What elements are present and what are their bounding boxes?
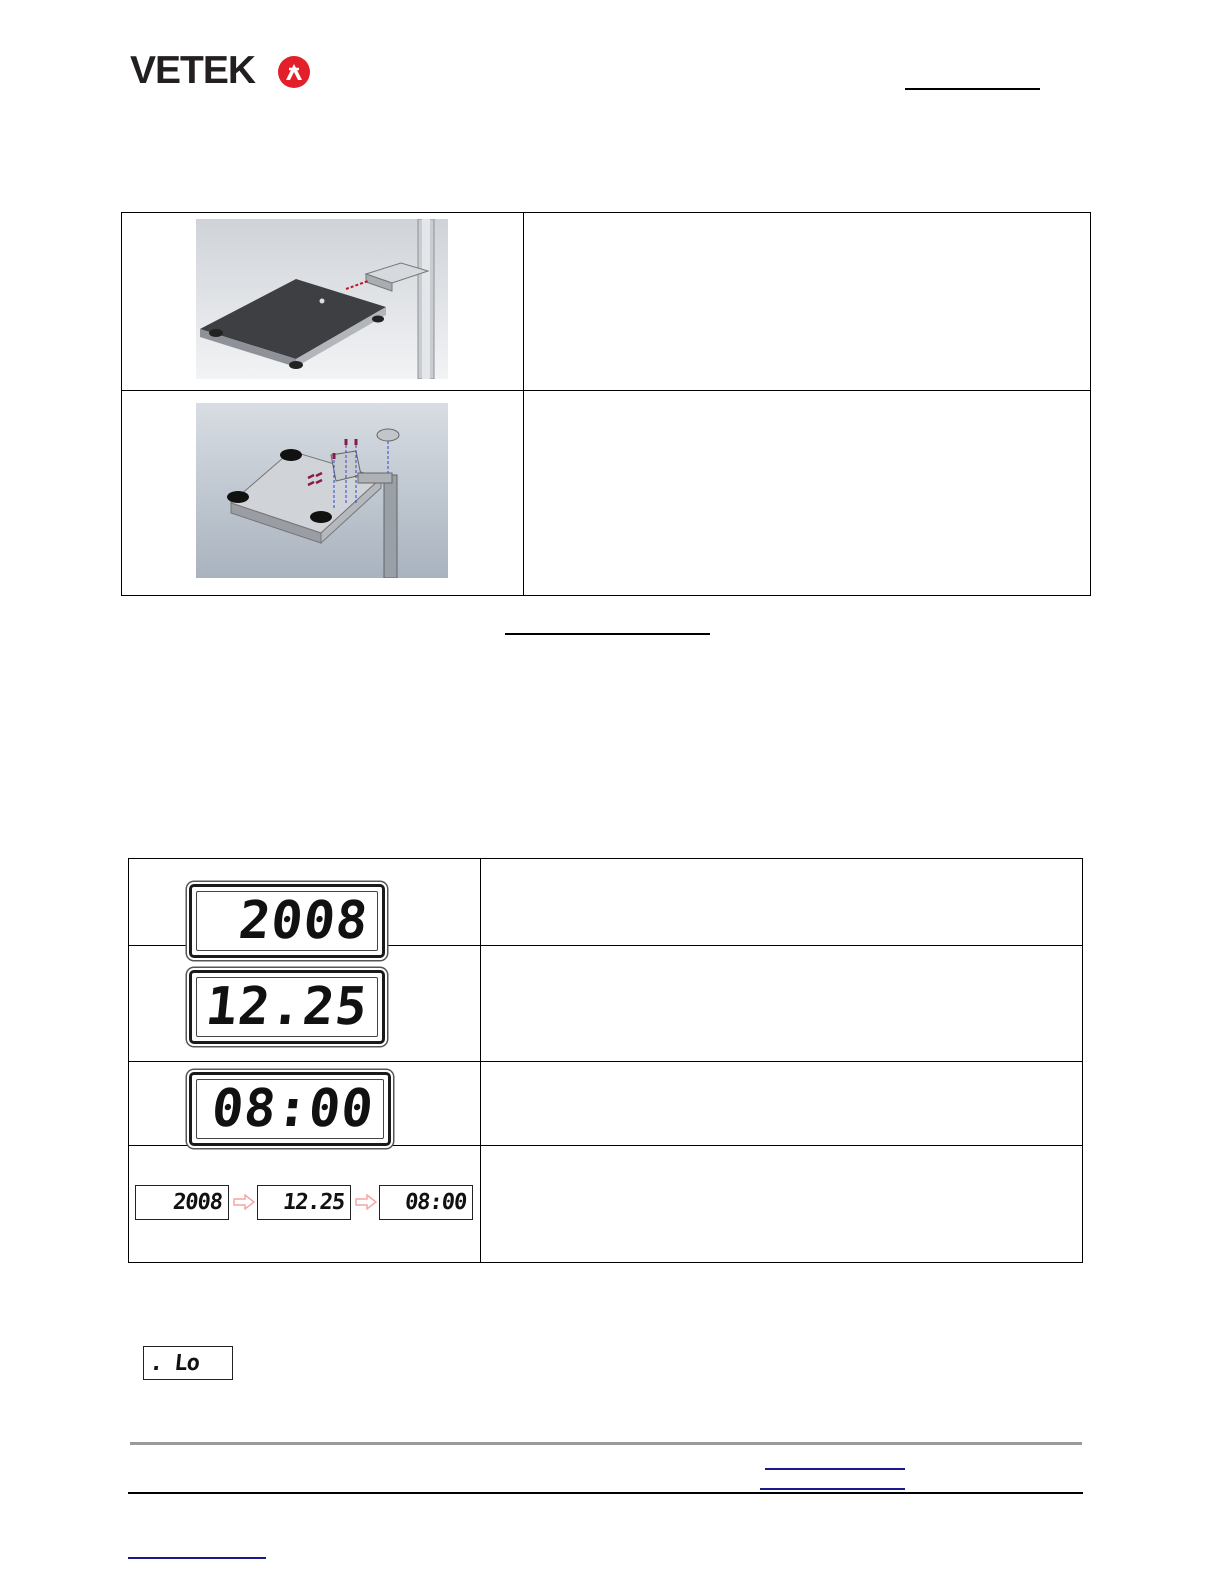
low-battery-lcd <box>143 1346 233 1380</box>
cycle-lcd-year-value: 2008 <box>171 1190 224 1215</box>
logo-wordmark: VETEK <box>130 49 256 92</box>
date-text-cell <box>480 946 1082 1062</box>
logo-emblem-icon <box>277 55 311 89</box>
mounting-step-1-image-cell <box>122 213 524 391</box>
cycle-lcd-time <box>379 1185 473 1220</box>
scale-underside-photo <box>196 403 448 578</box>
cycle-display-cell <box>129 1146 481 1263</box>
footer-black-rule <box>128 1492 1083 1494</box>
low-battery-lcd-value: . Lo <box>148 1350 201 1376</box>
footer-link-underline[interactable] <box>765 1468 905 1470</box>
vetek-logo <box>130 50 315 92</box>
year-lcd-value: 2008 <box>235 891 372 951</box>
header-underline <box>905 88 1040 90</box>
footer-grey-rule <box>130 1442 1082 1445</box>
date-display-cell <box>129 946 481 1062</box>
bottom-link-underline[interactable] <box>128 1557 266 1559</box>
time-lcd-value: 08:00 <box>209 1079 378 1139</box>
date-lcd <box>189 970 385 1044</box>
footer-link-underline-2[interactable] <box>760 1488 905 1490</box>
cycle-lcd-time-value: 08:00 <box>403 1190 468 1215</box>
time-lcd <box>189 1072 391 1146</box>
scale-with-bracket-illustration <box>196 219 448 379</box>
arrow-right-icon <box>355 1194 377 1210</box>
cycle-text-cell <box>480 1146 1082 1263</box>
cycle-lcd-date <box>257 1185 351 1220</box>
year-display-cell <box>129 859 481 951</box>
arrow-right-icon <box>233 1194 255 1210</box>
mounting-step-2-text-cell <box>523 391 1090 596</box>
cycle-lcd-date-value: 12.25 <box>281 1190 346 1215</box>
section-underline <box>505 633 710 635</box>
mounting-table <box>121 212 1091 596</box>
cycle-lcd-year <box>135 1185 229 1220</box>
display-sequence-table <box>128 858 1083 1263</box>
year-text-cell <box>480 859 1082 946</box>
mounting-step-1-text-cell <box>523 213 1090 391</box>
date-lcd-value: 12.25 <box>203 977 372 1037</box>
time-text-cell <box>480 1062 1082 1146</box>
mounting-step-2-image-cell <box>122 391 524 596</box>
time-display-cell <box>129 1062 481 1146</box>
scale-underside-illustration <box>196 403 448 578</box>
scale-column-photo <box>196 219 448 379</box>
